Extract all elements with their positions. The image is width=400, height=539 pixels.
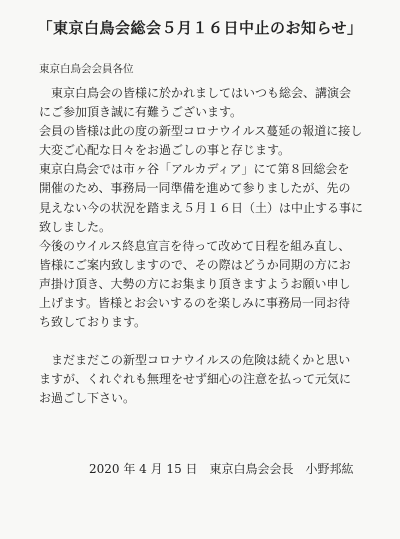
signature-line: 2020 年 4 月 15 日 東京白鳥会会長 小野邦紘: [89, 462, 354, 476]
body-line: 会員の皆様は此の度の新型コロナウイルス蔓延の報道に接し: [39, 124, 363, 139]
notice-body: [39, 84, 369, 409]
paragraph-main: [39, 84, 369, 332]
paragraph-closing: [39, 351, 369, 408]
body-line: 上げます。皆様とお会いするのを楽しみに事務局一同お待: [39, 296, 351, 311]
body-line: 東京白鳥会の皆様に於かれましてはいつも総会、講演会: [39, 86, 352, 100]
body-line: 大変ご心配な日々をお過ごしの事と存じます。: [39, 143, 291, 158]
body-line: 致しました。: [39, 219, 112, 234]
body-line: 皆様にご案内致しますので、その際はどうか同期の方にお: [39, 257, 351, 272]
body-line: お過ごし下さい。: [39, 391, 136, 406]
paragraph-gap: [39, 332, 369, 351]
body-line: ち致しております。: [39, 315, 147, 330]
body-line: 開催のため、事務局一同準備を進めて参りましたが、先の: [39, 181, 351, 196]
body-line: 今後のウイルス終息宣言を待って改めて日程を組み直し、: [39, 238, 351, 253]
body-line: ますが、くれぐれも無理をせず細心の注意を払って元気に: [39, 372, 352, 387]
body-line: にご参加頂き誠に有難うございます。: [39, 105, 243, 120]
addressee: 東京白鳥会会員各位: [39, 63, 134, 75]
body-line: 東京白鳥会では市ヶ谷「アルカディア」にて第８回総会を: [39, 162, 350, 177]
body-line: まだまだこの新型コロナウイルスの危険は続くかと思い: [39, 353, 351, 368]
body-line: 声掛け頂き、大勢の方にお集まり頂きますようお願い申し: [39, 276, 351, 291]
body-line: 見えない今の状況を踏まえ５月１６日（土）は中止する事に: [39, 200, 364, 215]
notice-title: 「東京白鳥会総会５月１６日中止のお知らせ」: [37, 19, 363, 37]
